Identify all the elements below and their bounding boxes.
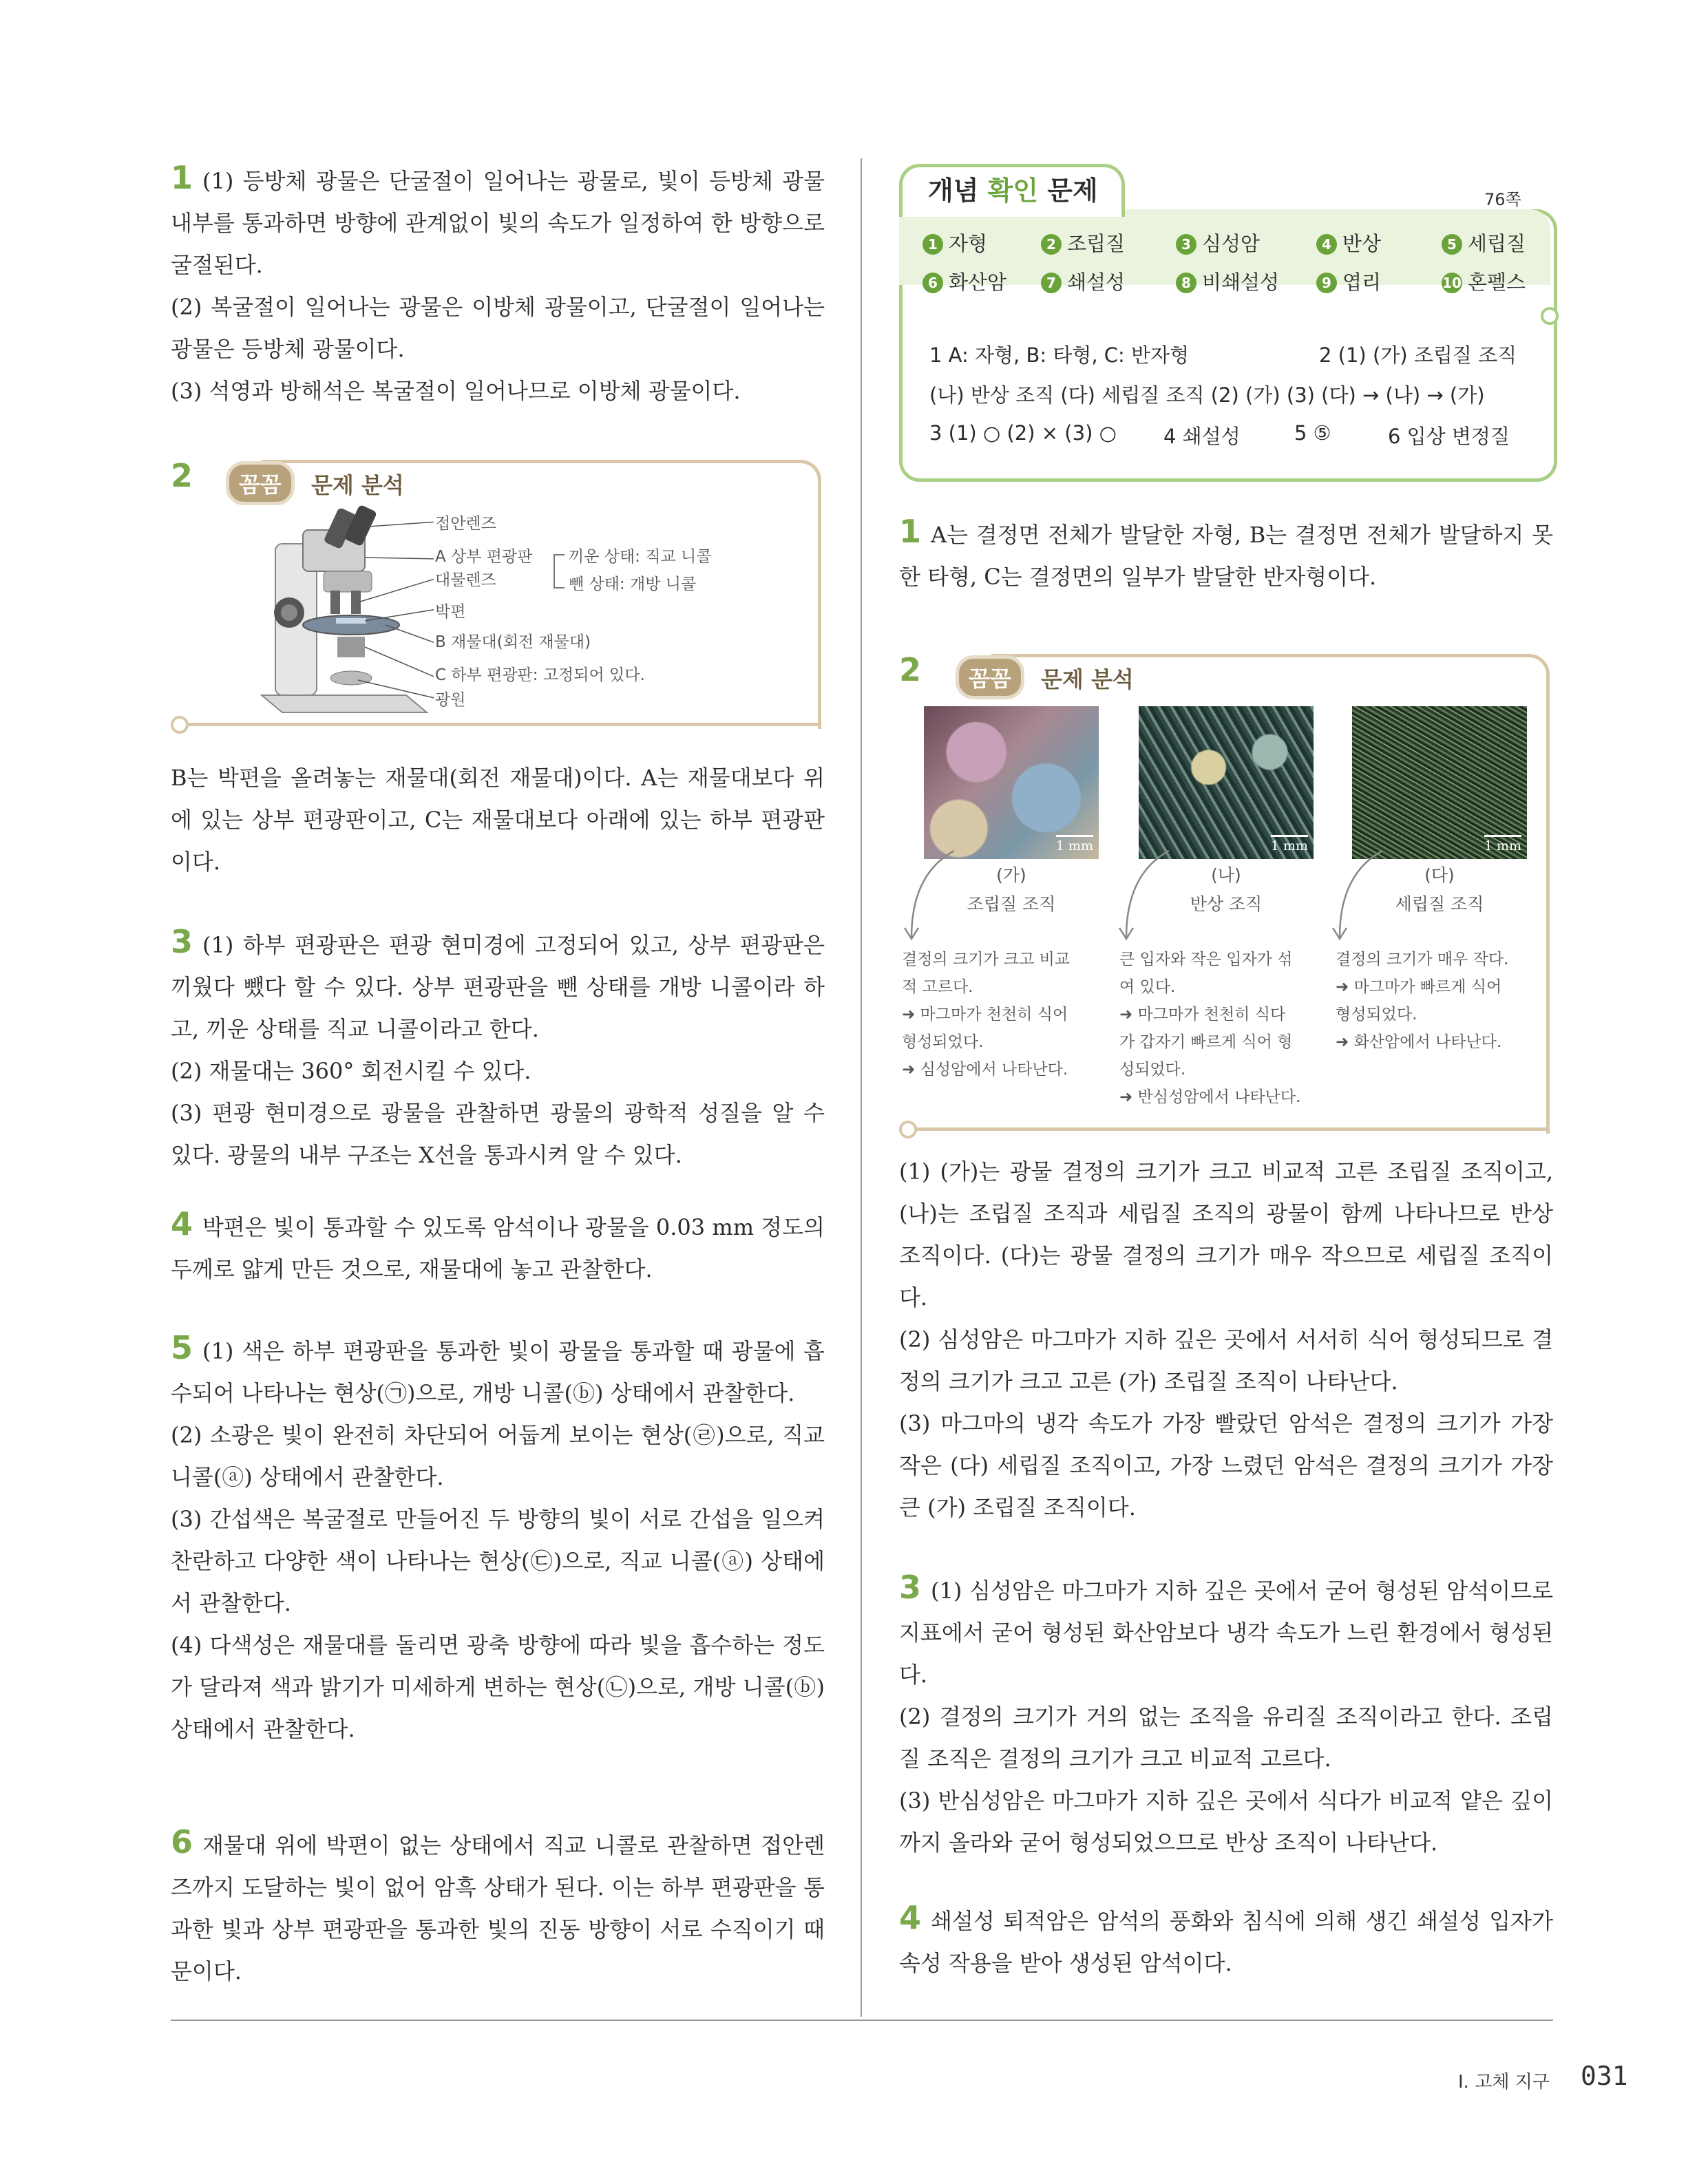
question-number: 3	[899, 1569, 922, 1606]
term-number-badge: 2	[1041, 234, 1062, 255]
term-number-badge: 9	[1316, 273, 1337, 293]
term-number-badge: 10	[1442, 273, 1462, 293]
answer-line: 5 ⑤	[1294, 421, 1331, 445]
label-slide: 박편	[435, 603, 466, 621]
microscope-illustration	[255, 502, 434, 716]
label-lower-polarizer: C 하부 편광판: 고정되어 있다.	[435, 666, 645, 684]
term-number-badge: 1	[922, 234, 943, 255]
question-number: 3	[171, 923, 193, 960]
analysis-title: 문제 분석	[1041, 666, 1134, 692]
key-term	[1176, 229, 1260, 257]
term-label: 조립질	[1067, 232, 1126, 255]
answer-line: 3 (1) ○ (2) × (3) ○	[929, 421, 1117, 445]
label-light-source: 광원	[435, 691, 466, 709]
answer-line: 1 A: 자형, B: 타형, C: 반자형	[929, 343, 1190, 367]
key-term	[1041, 267, 1125, 295]
term-label: 반상	[1342, 232, 1382, 255]
key-term	[1316, 229, 1381, 257]
page-reference: 76쪽	[1484, 190, 1521, 209]
answer-line: (나) 반상 조직 (다) 세립질 조직 (2) (가) (3) (다) → (나) → (가)	[929, 383, 1485, 407]
question-number: 4	[899, 1899, 922, 1936]
question-number: 1	[171, 159, 193, 196]
key-term	[922, 229, 987, 257]
question-number: 2	[171, 457, 193, 494]
label-eyepiece: 접안렌즈	[435, 515, 496, 533]
label-objective: 대물렌즈	[435, 571, 496, 589]
term-label: 세립질	[1468, 232, 1526, 255]
term-number-badge: 3	[1176, 234, 1196, 255]
label-upper-polarizer: A 상부 편광판	[435, 548, 533, 566]
photo-fine-grained: 1 mm	[1352, 706, 1527, 859]
term-label: 자형	[949, 232, 988, 255]
photo-caption: 반상 조직	[1190, 894, 1263, 914]
badge-kkomkkom: 꼼꼼	[226, 461, 295, 505]
term-label: 비쇄설성	[1202, 271, 1280, 294]
photo-caption: 세립질 조직	[1395, 894, 1484, 914]
answer-line: 2 (1) (가) 조립질 조직	[1319, 343, 1517, 367]
description-fine: 결정의 크기가 매우 작다. ➜ 마그마가 빠르게 식어 형성되었다. ➜ 화산암에서 나타난다.	[1336, 951, 1509, 1051]
description-coarse: 결정의 크기가 크고 비교 적 고르다. ➜ 마그마가 천천히 식어 형성되었다. ➜ 심성암에서 나타난다.	[902, 951, 1071, 1079]
concept-title: 개념 확인 문제	[928, 176, 1098, 206]
term-number-badge: 5	[1442, 234, 1462, 255]
answer-1: 1 (1) 등방체 광물은 단굴절이 일어나는 광물로, 빛이 등방체 광물 내부를 통과하면 방향에 관계없이 빛의 속도가 일정하여 한 방향으로 굴절된다. (2) 복굴절이 일어나는 광물은 이방체 광물이고, 단굴절이 일어나는 광물은 등방체 광물이다. (3) 석영과 방해석은 복굴절이 일어나므로 이방체 광물이다.	[171, 159, 825, 404]
answer-4: 4 박편은 빛이 통과할 수 있도록 암석이나 광물을 0.03 mm 정도의 두께로 얇게 만든 것으로, 재물대에 놓고 관찰한다.	[171, 1205, 825, 1282]
key-term	[1442, 229, 1526, 257]
term-number-badge: 8	[1176, 273, 1196, 293]
photo-label: (가)	[996, 865, 1026, 885]
photo-label: (나)	[1211, 865, 1241, 885]
key-term	[1041, 229, 1125, 257]
answer-3: 3 (1) 하부 편광판은 편광 현미경에 고정되어 있고, 상부 편광판은 끼웠다 뺐다 할 수 있다. 상부 편광판을 뺀 상태를 개방 니콜이라 하고, 끼운 상태를 직교 니콜이라고 한다. (2) 재물대는 360° 회전시킬 수 있다. (3) 편광 현미경으로 광물을 관찰하면 광물의 광학적 성질을 알 수 있다. 광물의 내부 구조는 X선을 통과시켜 알 수 있다.	[171, 923, 825, 1168]
term-number-badge: 7	[1041, 273, 1062, 293]
pointer-arrows	[902, 847, 1563, 943]
analysis-title: 문제 분석	[311, 472, 404, 498]
term-label: 엽리	[1342, 271, 1382, 294]
photo-label: (다)	[1424, 865, 1455, 885]
photo-porphyritic: 1 mm	[1139, 706, 1314, 859]
photo-coarse-grained: 1 mm	[924, 706, 1099, 859]
footer-rule	[171, 2020, 1553, 2021]
page-number: 031	[1581, 2061, 1628, 2091]
footer-section: I. 고체 지구	[1458, 2072, 1550, 2092]
right-answer-4: 4 쇄설성 퇴적암은 암석의 풍화와 침식에 의해 생긴 쇄설성 입자가 속성 작용을 받아 생성된 암석이다.	[899, 1899, 1553, 1976]
term-label: 심성암	[1202, 232, 1261, 255]
key-term	[1316, 267, 1381, 295]
right-answer-3: 3 (1) 심성암은 마그마가 지하 깊은 곳에서 굳어 형성된 암석이므로 지표에서 굳어 형성된 화산암보다 냉각 속도가 느린 환경에서 형성된다. (2) 결정의 크기가 거의 없는 조직을 유리질 조직이라고 한다. 조립질 조직은 결정의 크기가 크고 비교적 고르다. (3) 반심성암은 마그마가 지하 깊은 곳에서 식다가 비교적 얕은 깊이까지 올라와 굳어 형성되었으므로 반상 조직이 나타난다.	[899, 1569, 1553, 1856]
column-divider	[861, 158, 862, 2017]
answer-5: 5 (1) 색은 하부 편광판을 통과한 빛이 광물을 통과할 때 광물에 흡수되어 나타나는 현상(㉠)으로, 개방 니콜(ⓑ) 상태에서 관찰한다. (2) 소광은 빛이 완전히 차단되어 어둡게 보이는 현상(㉣)으로, 직교 니콜(ⓐ) 상태에서 관찰한다. (3) 간섭색은 복굴절로 만들어진 두 방향의 빛이 서로 간섭을 일으켜 찬란하고 다양한 색이 나타나는 현상(㉢)으로, 직교 니콜(ⓐ) 상태에서 관찰한다. (4) 다색성은 재물대를 돌리면 광축 방향에 따라 빛을 흡수하는 정도가 달라져 색과 밝기가 미세하게 변하는 현상(㉡)으로, 개방 니콜(ⓑ) 상태에서 관찰한다.	[171, 1329, 825, 1742]
question-number: 4	[171, 1205, 193, 1242]
description-porphyritic: 큰 입자와 작은 입자가 섞 여 있다. ➜ 마그마가 천천히 식다 가 갑자기 빠르게 식어 형 성되었다. ➜ 반심성암에서 나타난다.	[1119, 951, 1301, 1106]
answer-line: 4 쇄설성	[1163, 425, 1241, 448]
key-term	[922, 267, 1006, 295]
question-number: 5	[171, 1329, 193, 1366]
question-number: 2	[899, 651, 922, 688]
term-label: 쇄설성	[1067, 271, 1126, 294]
answer-line: 6 입상 변정질	[1388, 425, 1510, 448]
answer-6: 6 재물대 위에 박편이 없는 상태에서 직교 니콜로 관찰하면 접안렌즈까지 도달하는 빛이 없어 암흑 상태가 된다. 이는 하부 편광판을 통과한 빛과 상부 편광판을 통과한 빛의 진동 방향이 서로 수직이기 때문이다.	[171, 1823, 825, 1984]
right-answer-1: 1 A는 결정면 전체가 발달한 자형, B는 결정면 전체가 발달하지 못한 타형, C는 결정면의 일부가 발달한 반자형이다.	[899, 513, 1553, 590]
term-label: 혼펠스	[1468, 271, 1526, 294]
question-number: 6	[171, 1823, 193, 1861]
answer-2-text: B는 박편을 올려놓는 재물대(회전 재물대)이다. A는 재물대보다 위에 있는 상부 편광판이고, C는 재물대보다 아래에 있는 하부 편광판이다.	[171, 765, 825, 875]
term-label: 화산암	[949, 271, 1007, 294]
badge-kkomkkom: 꼼꼼	[956, 655, 1024, 699]
label-open-nicol: 뺀 상태: 개방 니콜	[569, 575, 697, 593]
photo-caption: 조립질 조직	[967, 894, 1056, 914]
right-answer-2-text: (1) (가)는 광물 결정의 크기가 크고 비교적 고른 조립질 조직이고, (나)는 조립질 조직과 세립질 조직의 광물이 함께 나타나므로 반상 조직이다. (다)는 광물 결정의 크기가 매우 작으므로 세립질 조직이다. (2) 심성암은 마그마가 지하 깊은 곳에서 서서히 식어 형성되므로 결정의 크기가 크고 고른 (가) 조립질 조직이 나타난다. (3) 마그마의 냉각 속도가 가장 빨랐던 암석은 결정의 크기가 가장 작은 (다) 세립질 조직이고, 가장 느렸던 암석은 결정의 크기가 가장 큰 (가) 조립질 조직이다.	[899, 1158, 1553, 1520]
label-stage: B 재물대(회전 재물대)	[435, 633, 591, 651]
question-number: 1	[899, 513, 922, 550]
key-term	[1442, 267, 1526, 295]
label-crossed-nicol: 끼운 상태: 직교 니콜	[569, 548, 712, 566]
term-number-badge: 4	[1316, 234, 1337, 255]
term-number-badge: 6	[922, 273, 943, 293]
key-term	[1176, 267, 1279, 295]
